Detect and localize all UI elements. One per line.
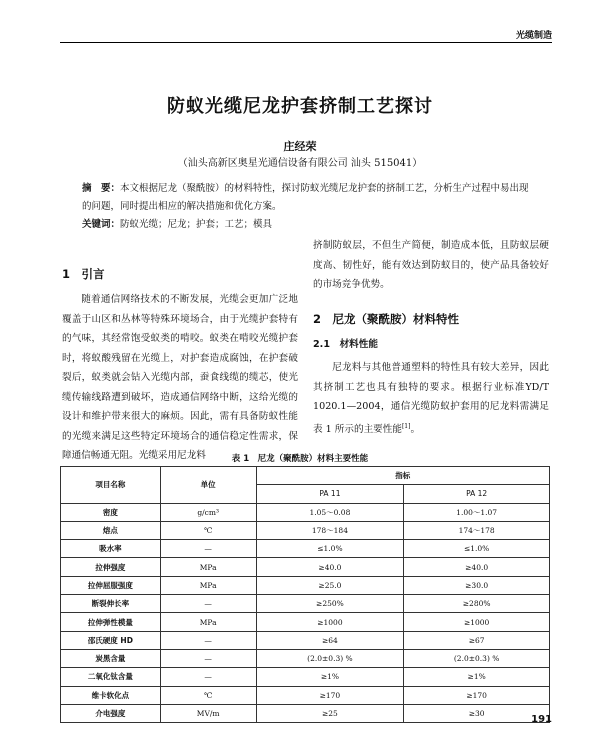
cell-unit: — (160, 668, 256, 686)
cell-unit: — (160, 540, 256, 558)
cell-unit: ℃ (160, 686, 256, 704)
citation: [1] (401, 422, 411, 430)
table-row (61, 576, 550, 594)
cell-pa11: ≥64 (256, 631, 404, 649)
cell-pa11: ≥25.0 (256, 576, 404, 594)
section2-heading: 2 尼龙（聚酰胺）材料特性 (313, 311, 460, 326)
section2-text: 尼龙料与其他普通塑料的特性具有较大差异，因此其挤制工艺也具有独特的要求。根据行业标准YD/T 1020.1—2004，通信光缆防蚁护套用的尼龙料需满足表 1 所示的主要性能 (313, 362, 549, 435)
cell-name: 熔点 (61, 521, 161, 539)
cell-unit: MPa (160, 576, 256, 594)
cell-pa11: ≥25 (256, 704, 404, 722)
cell-pa12: ≥30.0 (404, 576, 550, 594)
table-caption: 表 1 尼龙（聚酰胺）材料主要性能 (231, 454, 369, 464)
cell-pa12: ≤1.0% (404, 540, 550, 558)
table-row (61, 686, 550, 704)
cell-name: 拉伸屈服强度 (61, 576, 161, 594)
table-row (61, 521, 550, 539)
cell-name: 密度 (61, 503, 161, 521)
cell-pa12: ≥1000 (404, 613, 550, 631)
right-column (313, 236, 549, 439)
header-pa12: PA 12 (404, 485, 550, 503)
cell-pa11: ≥250% (256, 595, 404, 613)
properties-table (60, 466, 550, 723)
header-rule (60, 42, 552, 43)
header-pa11: PA 11 (256, 485, 404, 503)
cell-pa11: (2.0±0.3) % (256, 649, 404, 667)
cell-unit: — (160, 595, 256, 613)
cell-unit: MPa (160, 558, 256, 576)
cell-pa12: ≥40.0 (404, 558, 550, 576)
section2-1-heading: 2.1 材料性能 (313, 338, 378, 350)
keywords (82, 216, 530, 234)
abstract-label: 摘 要： (82, 183, 121, 194)
section2-paragraph (313, 358, 549, 439)
cell-name: 维卡软化点 (61, 686, 161, 704)
cell-pa11: ≥170 (256, 686, 404, 704)
cell-pa12: 174～178 (404, 521, 550, 539)
cell-pa12: ≥67 (404, 631, 550, 649)
cell-pa11: ≥1% (256, 668, 404, 686)
cell-pa11: ≥1000 (256, 613, 404, 631)
section1-heading: 1 引言 (62, 267, 105, 281)
table-row (61, 540, 550, 558)
cell-name: 吸水率 (61, 540, 161, 558)
cell-pa12: ≥170 (404, 686, 550, 704)
author: 庄经荣 (283, 140, 317, 153)
section2-text-end: 。 (410, 423, 421, 435)
table-row (61, 649, 550, 667)
cell-pa11: ≤1.0% (256, 540, 404, 558)
affiliation: （汕头高新区奥星光通信设备有限公司 汕头 515041） (177, 158, 423, 169)
left-column (62, 258, 298, 466)
header-index: 指标 (256, 467, 549, 485)
page-number: 191 (531, 714, 552, 725)
cell-unit: — (160, 649, 256, 667)
keywords-label: 关键词： (82, 219, 121, 230)
cell-name: 邵氏硬度 HD (61, 631, 161, 649)
cell-name: 拉伸强度 (61, 558, 161, 576)
table-row (61, 558, 550, 576)
cell-pa12: 1.00～1.07 (404, 503, 550, 521)
cell-pa11: 1.05～0.08 (256, 503, 404, 521)
keywords-text: 防蚁光缆；尼龙；护套；工艺；模具 (120, 219, 273, 230)
table-row (61, 668, 550, 686)
cell-pa11: ≥40.0 (256, 558, 404, 576)
cell-pa12: (2.0±0.3) % (404, 649, 550, 667)
cell-name: 断裂伸长率 (61, 595, 161, 613)
table-row (61, 631, 550, 649)
cell-pa11: 178～184 (256, 521, 404, 539)
abstract-block (82, 180, 530, 234)
cell-name: 介电强度 (61, 704, 161, 722)
cell-unit: MV/m (160, 704, 256, 722)
cell-name: 二氧化钛含量 (61, 668, 161, 686)
cell-pa12: ≥1% (404, 668, 550, 686)
cell-pa12: ≥280% (404, 595, 550, 613)
cell-unit: ℃ (160, 521, 256, 539)
table-row (61, 613, 550, 631)
cell-unit: MPa (160, 613, 256, 631)
table-row (61, 704, 550, 722)
cell-unit: g/cm³ (160, 503, 256, 521)
abstract-text: 本文根据尼龙（聚酰胺）的材料特性，探讨防蚁光缆尼龙护套的挤制工艺，分析生产过程中易出现的问题，同时提出相应的解决措施和优化方案。 (82, 183, 529, 212)
abstract (82, 180, 530, 216)
section1-paragraph: 随着通信网络技术的不断发展，光缆会更加广泛地覆盖于山区和丛林等特殊环境场合，由于光缆护套特有的气味，其经常饱受蚁类的啃咬。蚁类在啃咬光缆护套时，将蚁酸残留在光缆上，对护套造成腐蚀，在护套破裂后，蚁类就会钻入光缆内部，蚕食线缆的缆芯，使光缆传输线路遭到破坏，造成通信网络中断，这给光缆的设计和维护带来很大的麻烦。因此，需有具备防蚁性能的光缆来满足这些特定环境场合的通信稳定性需求，保障通信畅通无阻。光缆采用尼龙料 (62, 294, 298, 461)
cell-name: 炭黑含量 (61, 649, 161, 667)
table-row (61, 503, 550, 521)
running-header: 光缆制造 (515, 31, 552, 41)
paper-title: 防蚁光缆尼龙护套挤制工艺探讨 (167, 96, 433, 117)
cell-name: 拉伸弹性模量 (61, 613, 161, 631)
table-row (61, 595, 550, 613)
header-unit: 单位 (160, 467, 256, 504)
header-item: 项目名称 (61, 467, 161, 504)
continued-paragraph: 挤制防蚁层，不但生产简便，制造成本低，且防蚁层硬度高、韧性好，能有效达到防蚁目的，使产品具备较好的市场竞争优势。 (313, 240, 549, 290)
cell-pa12: ≥30 (404, 704, 550, 722)
cell-unit: — (160, 631, 256, 649)
